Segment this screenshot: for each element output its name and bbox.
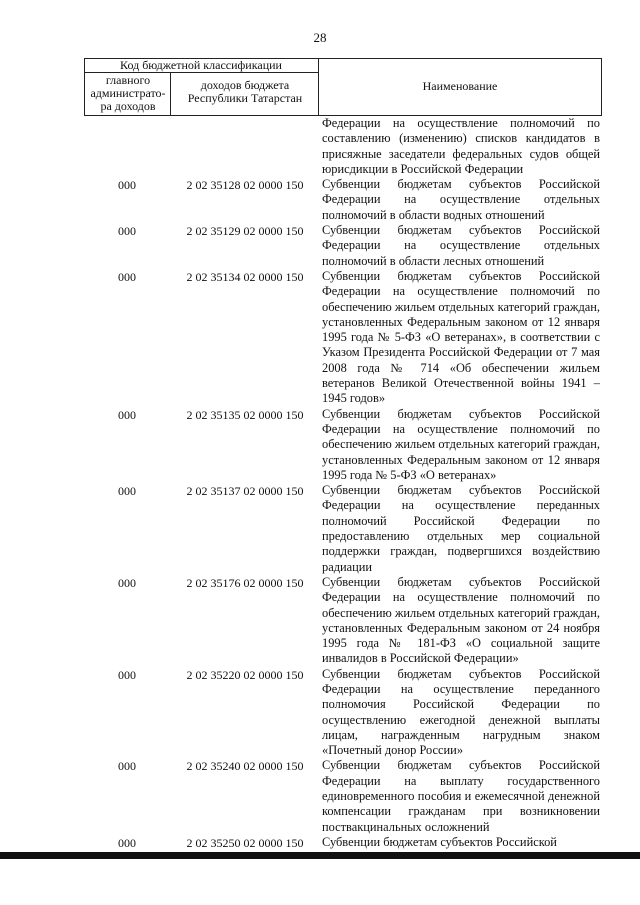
row-admin-code: 000	[118, 575, 136, 590]
row-income-code: 2 02 35135 02 0000 150	[186, 407, 304, 422]
row-admin-code: 000	[118, 484, 136, 499]
table-row	[84, 575, 602, 667]
budget-classification-table	[84, 58, 602, 850]
row-name: Субвенции бюджетам субъектов Российской Федерации на осуществление переданных полномочий Российской Федерации по предоставлению отдельных мер социальной поддержки граждан, подвергшихся воздействию радиации	[322, 483, 600, 574]
table-row	[84, 835, 602, 850]
row-income-code: 2 02 35137 02 0000 150	[186, 484, 304, 499]
row-name: Субвенции бюджетам субъектов Российской Федерации на осуществление полномочий по обеспечению жильем отдельных категорий граждан, установленных Федеральным законом от 12 января 1995 года № 5-ФЗ «О ветеранах», в соответствии с Указом Президента Российской Федерации от 7 мая 2008 года № 714 «Об обеспечении жильем ветеранов Великой Отечественной войны 1941 – 1945 годов»	[322, 268, 600, 406]
table-row	[84, 177, 602, 223]
table-row	[84, 483, 602, 575]
row-admin-code: 000	[118, 759, 136, 774]
table-row	[84, 667, 602, 759]
header-name-column: Наименование	[422, 79, 498, 93]
header-code-column: доходов бюджета Республики Татарстан	[187, 78, 303, 105]
row-name: Субвенции бюджетам субъектов Российской Федерации на осуществление переданного полномочия Российской Федерации по осуществлению ежегодной денежной выплаты лицам, награжденным нагрудным знаком «Почетный донор России»	[322, 666, 600, 758]
row-income-code: 2 02 35134 02 0000 150	[186, 269, 304, 284]
row-admin-code: 000	[118, 835, 136, 850]
table-row	[84, 758, 602, 834]
row-name: Субвенции бюджетам субъектов Российской Федерации на осуществление полномочий по обеспечению жильем отдельных категорий граждан, установленных Федеральным законом от 24 ноября 1995 года № 181-ФЗ «О социальной защите инвалидов в Российской Федерации»	[322, 574, 600, 666]
row-admin-code: 000	[118, 269, 136, 284]
header-admin-column: главного администрато-ра доходов	[90, 73, 166, 113]
row-income-code: 2 02 35128 02 0000 150	[186, 178, 304, 193]
header-group-title: Код бюджетной классификации	[120, 58, 282, 72]
bottom-scan-border	[0, 852, 640, 859]
row-name: Федерации на осуществление полномочий по составлению (изменению) списков кандидатов в присяжные заседатели федеральных судов общей юрисдикции в Российской Федерации	[322, 116, 600, 176]
row-income-code: 2 02 35129 02 0000 150	[186, 224, 304, 239]
row-income-code: 2 02 35240 02 0000 150	[186, 759, 304, 774]
table-header	[84, 58, 602, 116]
row-income-code: 2 02 35176 02 0000 150	[186, 575, 304, 590]
table-row	[84, 269, 602, 407]
table-body	[84, 116, 602, 850]
row-name: Субвенции бюджетам субъектов Российской	[322, 834, 557, 849]
row-admin-code: 000	[118, 407, 136, 422]
row-name: Субвенции бюджетам субъектов Российской Федерации на осуществление отдельных полномочий в области водных отношений	[322, 177, 600, 222]
row-income-code: 2 02 35220 02 0000 150	[186, 667, 304, 682]
row-income-code: 2 02 35250 02 0000 150	[186, 835, 304, 850]
row-name: Субвенции бюджетам субъектов Российской Федерации на осуществление отдельных полномочий в области лесных отношений	[322, 223, 600, 268]
row-name: Субвенции бюджетам субъектов Российской Федерации на выплату государственного единовременного пособия и ежемесячной денежной компенсации гражданам при возникновении поствакцинальных осложнений	[322, 758, 600, 834]
table-row	[84, 407, 602, 483]
row-admin-code: 000	[118, 224, 136, 239]
row-name: Субвенции бюджетам субъектов Российской Федерации на осуществление полномочий по обеспечению жильем отдельных категорий граждан, установленных Федеральным законом от 12 января 1995 года № 5-ФЗ «О ветеранах»	[322, 406, 600, 482]
table-row	[84, 223, 602, 269]
page-number: 28	[313, 30, 327, 45]
row-admin-code: 000	[118, 667, 136, 682]
row-admin-code: 000	[118, 178, 136, 193]
table-row-continuation	[84, 116, 602, 177]
